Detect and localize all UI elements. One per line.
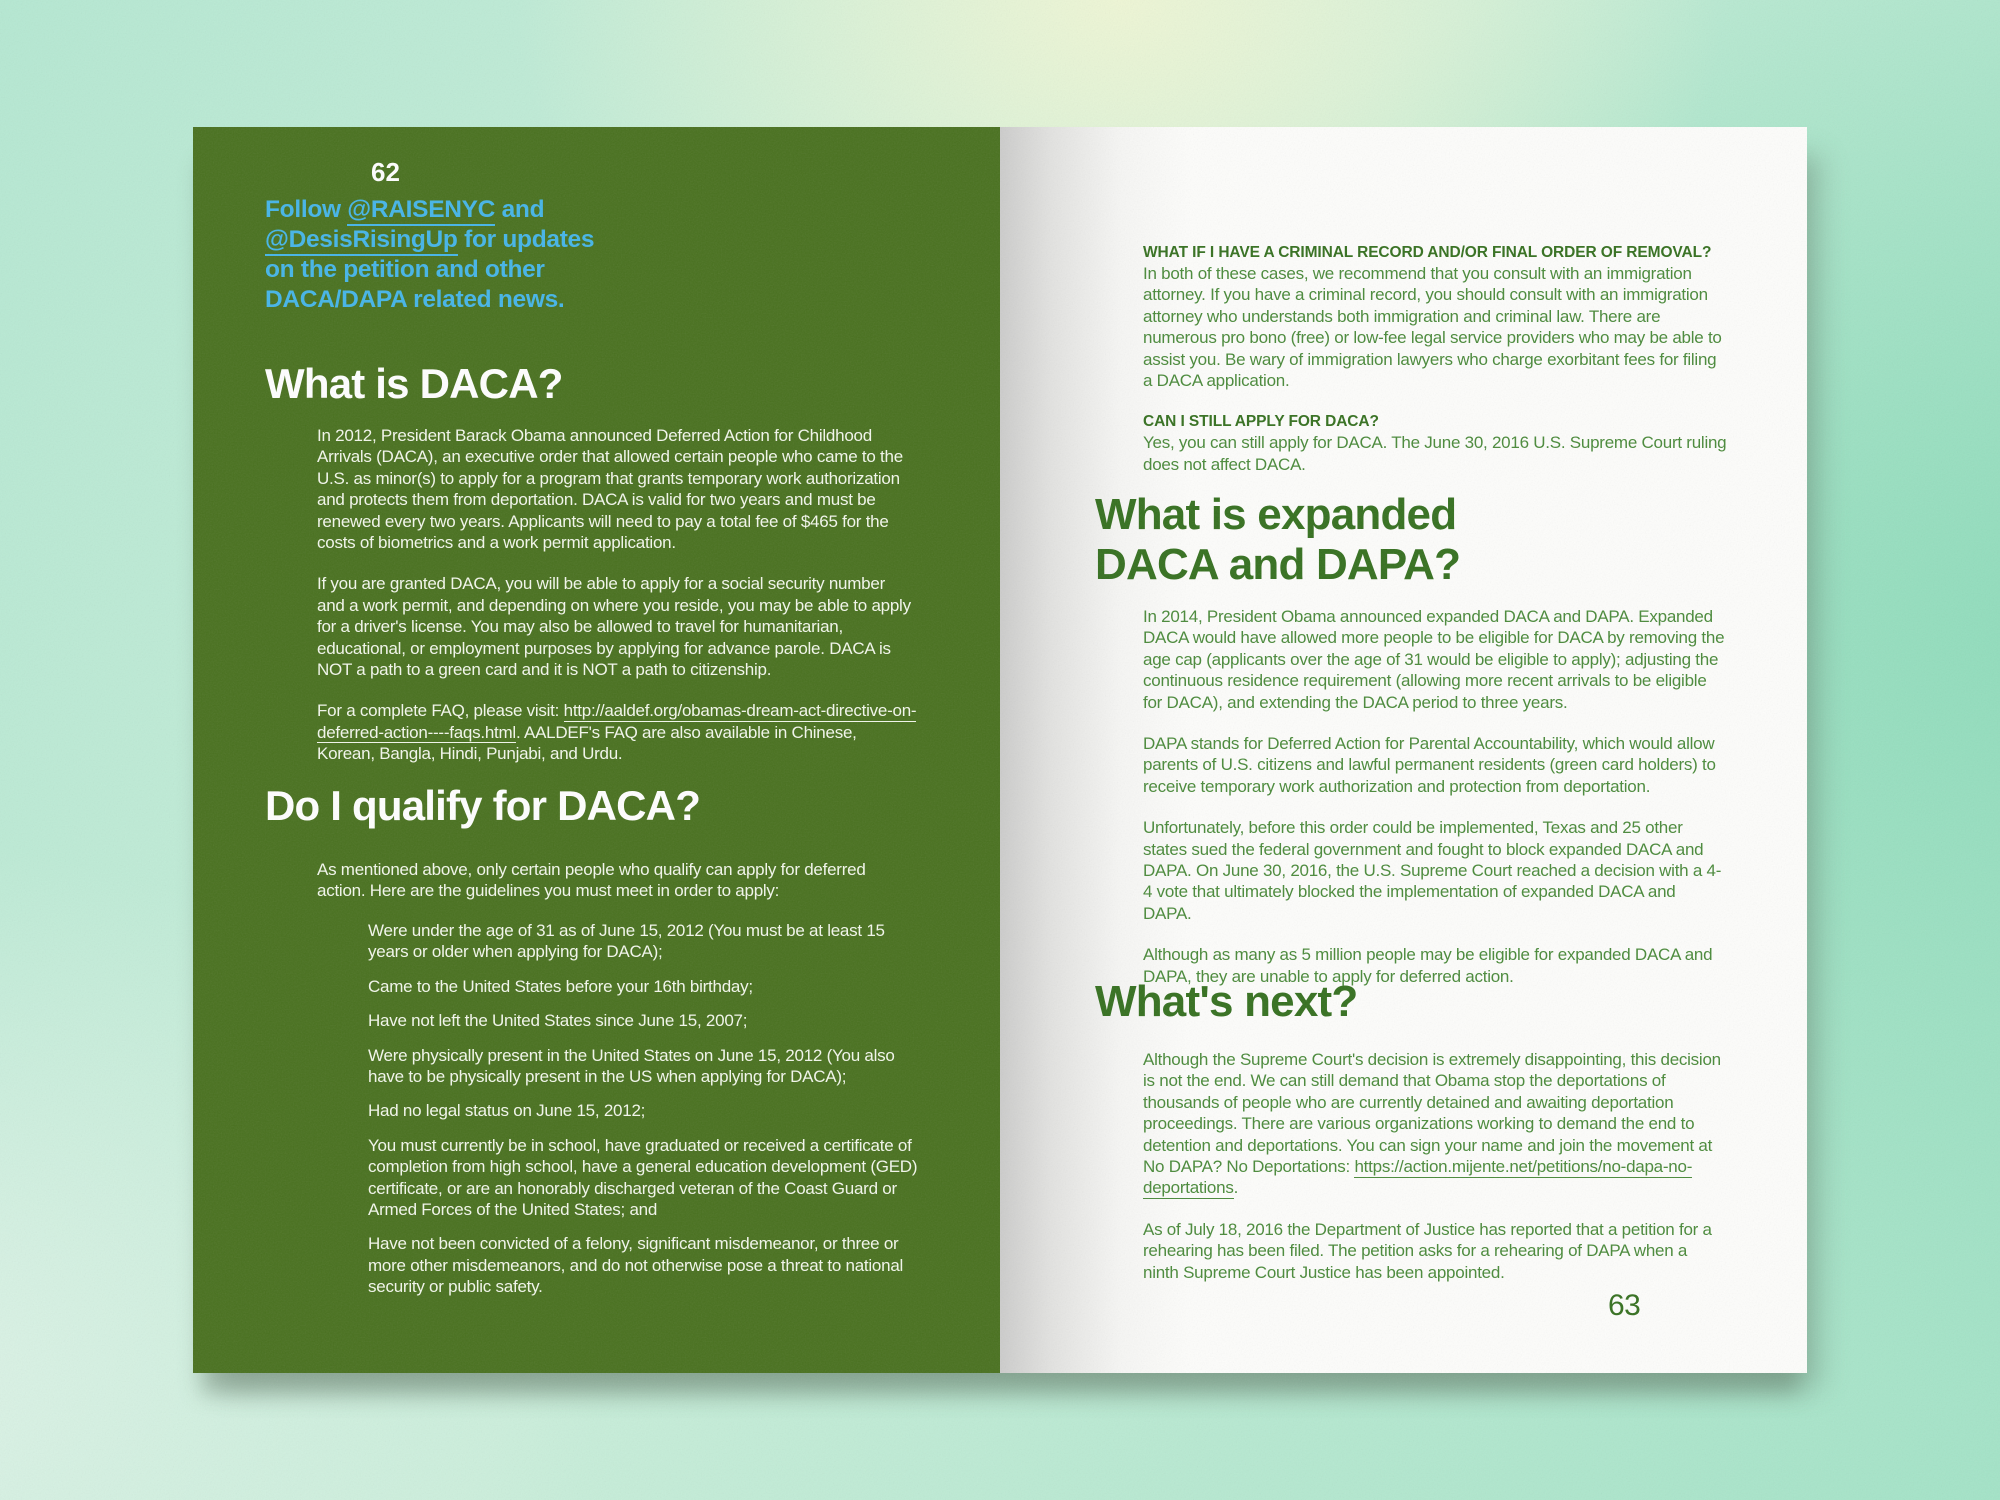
faq-answer: Yes, you can still apply for DACA. The June 30, 2016 U.S. Supreme Court ruling does not affect DACA. <box>1143 433 1727 474</box>
faq-question: WHAT IF I HAVE A CRIMINAL RECORD AND/OR FINAL ORDER OF REMOVAL? <box>1143 244 1712 261</box>
paragraph: If you are granted DACA, you will be able to apply for a social security number and a work permit, and depending on where you reside, you may be able to apply for a driver's license. You may also be allowed to travel for humanitarian, educational, or employment purposes by applying for advance parole. DACA is NOT a path to a green card and it is NOT a path to citizenship. <box>317 574 911 680</box>
paragraph: Unfortunately, before this order could be implemented, Texas and 25 other states sued the federal government and fought to block expanded DACA and DAPA. On June 30, 2016, the U.S. Supreme Court reached a decision with a 4-4 vote that ultimately blocked the implementation of expanded DACA and DAPA. <box>1143 818 1722 923</box>
qualify-intro <box>317 859 917 922</box>
undefined <box>265 195 594 225</box>
guideline-item: You must currently be in school, have graduated or received a certificate of completion from high school, have a general education development (GED) certificate, or are an honorably discharged veteran of the Coast Guard or Armed Forces of the United States; and <box>368 1135 918 1220</box>
faq-answer: In both of these cases, we recommend that you consult with an immigration attorney. If you have a criminal record, you should consult with an immigration attorney who understands both immigration and criminal law. There are numerous pro bono (free) or low-fee legal service providers who may be able to assist you. Be wary of immigration lawyers who charge exorbitant fees for filing a DACA application. <box>1143 264 1722 391</box>
link[interactable]: @RAISENYC <box>347 196 495 226</box>
whats-next-column <box>1143 1049 1727 1303</box>
guideline-item: Have not left the United States since June 15, 2007; <box>368 1011 748 1031</box>
page-number-63: 63 <box>1608 1289 1641 1322</box>
booklet-spread <box>193 127 1807 1373</box>
paragraph: In 2014, President Obama announced expanded DACA and DAPA. Expanded DACA would have allowed more people to be eligible for DACA by removing the age cap (applicants over the age of 31 would be eligible to apply); adjusting the continuous residence requirement (allowing more recent arrivals to be eligible for DACA), and extending the DACA period to three years. <box>1143 607 1725 712</box>
guideline-item: Had no legal status on June 15, 2012; <box>368 1101 646 1121</box>
text-segment: Follow <box>265 196 348 223</box>
link[interactable]: @DesisRisingUp <box>265 226 458 256</box>
faq-question-answers <box>1143 244 1727 497</box>
heading-line: What is expanded <box>1095 490 1457 539</box>
heading-do-i-qualify: Do I qualify for DACA? <box>265 782 701 829</box>
text-segment: and <box>495 196 545 223</box>
heading-line: DACA and DAPA? <box>1095 540 1461 589</box>
guideline-item: Were physically present in the United States on June 15, 2012 (You also have to be physically present in the US when applying for DACA); <box>368 1045 895 1087</box>
text-segment: DACA/DAPA related news. <box>265 286 565 313</box>
guideline-item: Have not been convicted of a felony, significant misdemeanor, or three or more other misdemeanors, and do not otherwise pose a threat to national security or public safety. <box>368 1234 904 1297</box>
heading-whats-next: What's next? <box>1095 977 1358 1026</box>
left-page <box>193 127 1000 1373</box>
text-segment: . AALDEF's FAQ are also available in Chinese, Korean, Bangla, Hindi, Punjabi, and Urdu. <box>317 722 857 764</box>
guideline-item: Were under the age of 31 as of June 15, 2012 (You must be at least 15 years or older when applying for DACA); <box>368 921 885 962</box>
right-page <box>1000 127 1807 1373</box>
faq-link-paragraph <box>317 700 917 764</box>
page-number-62: 62 <box>371 157 400 187</box>
petition-link-paragraph <box>1143 1049 1727 1199</box>
guidelines-list <box>368 920 920 1311</box>
undefined <box>265 225 594 255</box>
paragraph: As mentioned above, only certain people who qualify can apply for deferred action. Here are the guidelines you must meet in order to apply: <box>317 860 866 901</box>
paragraph: DAPA stands for Deferred Action for Parental Accountability, which would allow parents of U.S. citizens and lawful permanent residents (green card holders) to receive temporary work authorization and protection from deportation. <box>1143 734 1716 796</box>
text-segment: For a complete FAQ, please visit: <box>317 701 564 721</box>
text-segment: Although the Supreme Court's decision is extremely disappointing, this decision is not the end. We can still demand that Obama stop the deportations of thousands of people who are currently detained and awaiting deportation proceedings. There are various organizations working to demand the end to detention and deportations. You can sign your name and join the movement at No DAPA? No Deportations: <box>1143 1050 1721 1177</box>
text-segment: for updates <box>457 226 595 253</box>
faq-question: CAN I STILL APPLY FOR DACA? <box>1143 413 1379 431</box>
daca-description-column <box>317 425 917 785</box>
text-segment: . <box>1233 1178 1239 1198</box>
paragraph: In 2012, President Barack Obama announced Deferred Action for Childhood Arrivals (DACA), an executive order that allowed certain people who came to the U.S. as minor(s) to apply for a program that grants temporary work authorization and protects them from deportation. DACA is valid for two years and must be renewed every two years. Applicants will need to pay a total fee of $465 for the costs of biometrics and a work permit application. <box>317 426 903 553</box>
paragraph: Although as many as 5 million people may be eligible for expanded DACA and DAPA, they are unable to apply for deferred action. <box>1143 945 1713 986</box>
paragraph: As of July 18, 2016 the Department of Justice has reported that a petition for a rehearing has been filed. The petition asks for a rehearing of DAPA when a ninth Supreme Court Justice has been appointed. <box>1143 1219 1712 1282</box>
undefined <box>265 255 594 285</box>
expanded-daca-column <box>1143 606 1727 1007</box>
guideline-item: Came to the United States before your 16th birthday; <box>368 976 753 996</box>
link[interactable]: http://aaldef.org/obamas-dream-act-directive-on-deferred-action----faqs.html <box>317 701 917 742</box>
undefined <box>265 285 594 315</box>
heading-expanded-daca-dapa <box>1095 490 1460 590</box>
text-segment: on the petition and other <box>265 256 545 283</box>
link[interactable]: https://action.mijente.net/petitions/no-dapa-no-deportations <box>1143 1157 1693 1198</box>
heading-what-is-daca: What is DACA? <box>265 360 563 407</box>
social-follow-note <box>265 195 594 315</box>
